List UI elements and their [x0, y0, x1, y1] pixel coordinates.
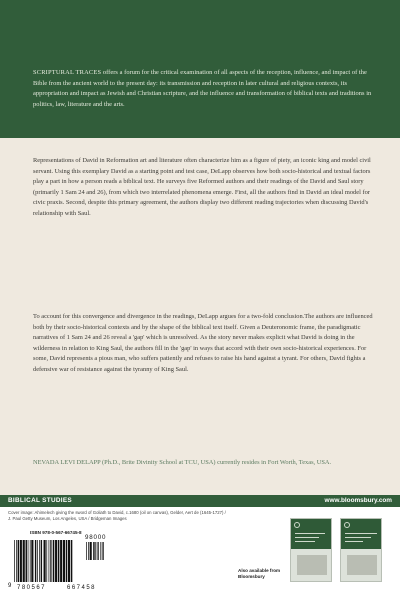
blurb-paragraph-1: Representations of David in Reformation art and literature often characterize him as a figure of piety, an iconic king and model civil servant. Using this exemplary David as a starting point and test case, DeLapp observes how both socio-historical and textual factors play a part in how a person reads a biblical text. He surveys five Reformed authors and their readings of the David and Saul story (primarily 1 Sam 24 and 26), from which two interrelated phenomena emerge. First, all the authors find in David an ideal model for civic praxis. Second, despite this primary agreement, the authors display two different reading trajectories when discussing David's relationship with Saul. — [33, 157, 371, 217]
related-book-cover-2 — [340, 518, 382, 582]
related-book-cover-1 — [290, 518, 332, 582]
subject-bar — [0, 495, 400, 507]
series-description — [33, 68, 373, 110]
cover-image-credit: Cover image: Ahimelech giving the sword of Goliath to David, c.1680 (oil on canvas), Gelder, Aert de (1645-1727) / J. Paul Getty Museum, Los Angeles, USA / Bridgeman Images — [8, 510, 226, 522]
subject-label: BIBLICAL STUDIES — [8, 497, 72, 504]
barcode-first-digit: 9 — [8, 583, 12, 589]
barcode-addon-digits: 98000 — [85, 534, 107, 541]
barcode-right-digits: 667458 — [67, 585, 97, 591]
series-logo-icon — [344, 522, 350, 528]
barcode-left-digits: 780567 — [17, 585, 47, 591]
series-name: SCRIPTURAL TRACES — [33, 69, 102, 76]
publisher-url: www.bloomsbury.com — [324, 497, 392, 504]
also-available-label: Also available from Bloomsbury — [238, 568, 281, 580]
book-cover-image — [297, 555, 327, 575]
series-description-text: offers a forum for the critical examination of all aspects of the reception, influence, and impact of the Bible from the ancient world to the present day: its transmission and reception in later cultural and religious contexts, its appropriation and impact as Jewish and Christian scripture, and the influence and transformation of biblical texts and traditions in politics, law, literature and the arts. — [33, 69, 372, 108]
isbn-label: ISBN 978-0-567-66745-8 — [30, 530, 82, 535]
barcode-bars — [8, 540, 88, 584]
blurb-paragraph-2: To account for this convergence and divergence in the readings, DeLapp argues for a two-fold conclusion.The authors are influenced both by their socio-historical contexts and by the shape of the biblical text itself. Given a Deuteronomic frame, the paradigmatic narratives of 1 Sam 24 and 26 reveal a 'gap' which is unresolved. As the story never makes explicit what David is doing in the wilderness in relation to King Saul, the authors fill in the 'gap' in ways that accord with their own socio-historical experiences. For some, David represents a pious man, who suffers patiently and refuses to raise his hand against a tyrant. For others, David fights a defensive war of resistance against the tyranny of King Saul. — [33, 313, 373, 373]
back-cover-footer — [0, 507, 400, 600]
barcode-addon — [85, 534, 120, 562]
author-bio: NEVADA LEVI DELAPP (Ph.D., Brite Divinity School at TCU, USA) currently resides in Fort Worth, Texas, USA. — [33, 459, 332, 466]
series-logo-icon — [294, 522, 300, 528]
book-cover-image — [347, 555, 377, 575]
barcode-addon-bars — [85, 542, 119, 562]
